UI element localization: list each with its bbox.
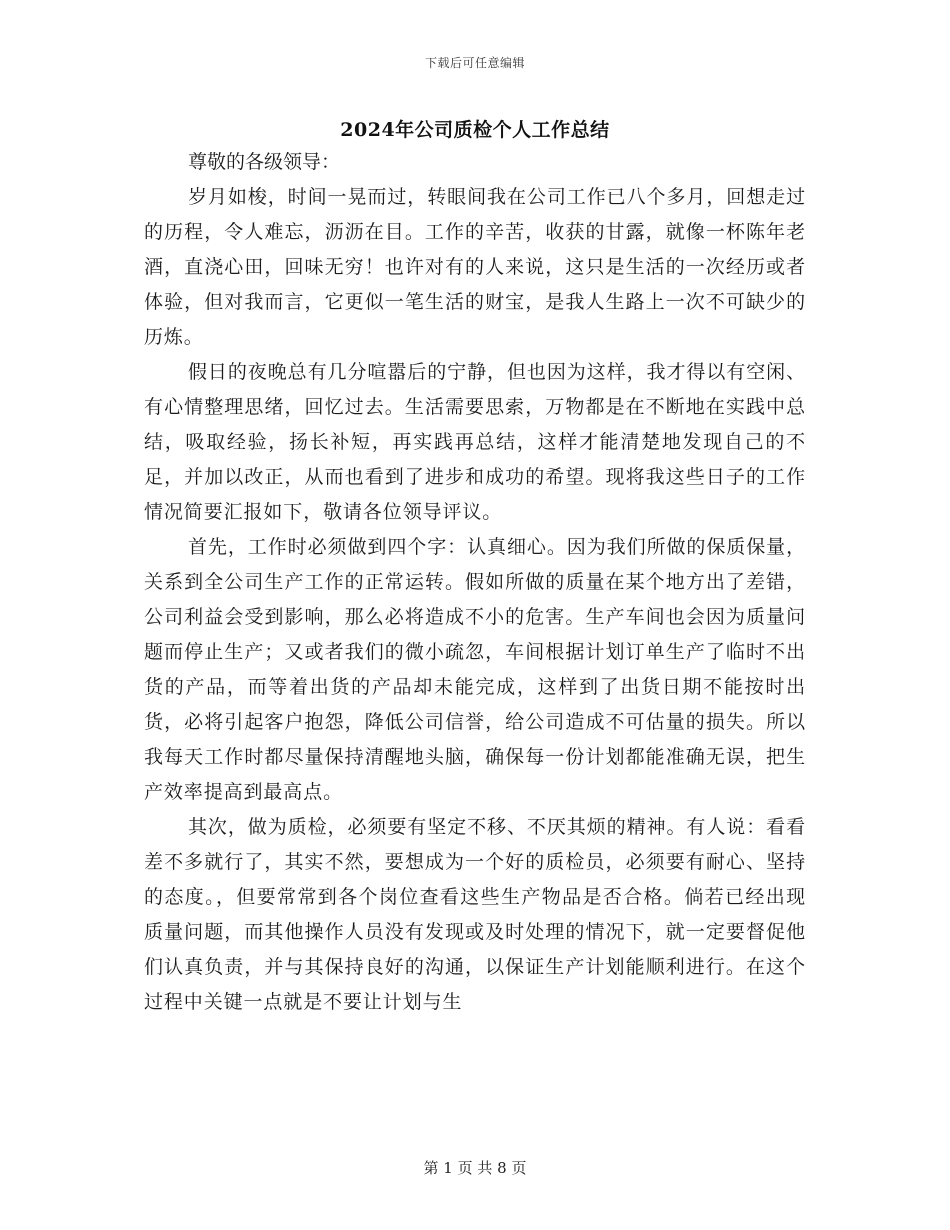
page-number-footer: 第 1 页 共 8 页 (423, 1159, 527, 1177)
document-body (144, 145, 806, 1020)
paragraph-4: 其次，做为质检，必须要有坚定不移、不厌其烦的精神。有人说：看看差不多就行了，其实不然，要想成为一个好的质检员，必须要有耐心、坚持的态度。，但要常常到各个岗位查看这些生产物品是否合格。倘若已经出现质量问题，而其他操作人员没有发现或及时处理的情况下，就一定要督促他们认真负责，并与其保持良好的沟通，以保证生产计划能顺利进行。在这个过程中关键一点就是不要让计划与生 (144, 816, 806, 1013)
paragraph-1: 岁月如梭，时间一晃而过，转眼间我在公司工作已八个多月，回想走过的历程，令人难忘，沥沥在目。工作的辛苦，收获的甘露，就像一杯陈年老酒，直浇心田，回味无穷！也许对有的人来说，这只是生活的一次经历或者体验，但对我而言，它更似一笔生活的财宝，是我人生路上一次不可缺少的历炼。 (144, 186, 806, 348)
page-header-note: 下载后可任意编辑 (424, 56, 525, 70)
paragraph-3: 首先，工作时必须做到四个字：认真细心。因为我们所做的保质保量，关系到全公司生产工作的正常运转。假如所做的质量在某个地方出了差错，公司利益会受到影响，那么必将造成不小的危害。生产车间也会因为质量问题而停止生产；又或者我们的微小疏忽，车间根据计划订单生产了临时不出货的产品，而等着出货的产品却未能完成，这样到了出货日期不能按时出货，必将引起客户抱怨，降低公司信誉，给公司造成不可估量的损失。所以我每天工作时都尽量保持清醒地头脑，确保每一份计划都能准确无误，把生产效率提高到最高点。 (144, 536, 806, 803)
salutation: 尊敬的各级领导： (188, 151, 341, 173)
document-title: 2024年公司质检个人工作总结 (340, 119, 610, 141)
paragraph-2: 假日的夜晚总有几分喧嚣后的宁静，但也因为这样，我才得以有空闲、有心情整理思绪，回忆过去。生活需要思索，万物都是在不断地在实践中总结，吸取经验，扬长补短，再实践再总结，这样才能清楚地发现自己的不足，并加以改正，从而也看到了进步和成功的希望。现将我这些日子的工作情况简要汇报如下，敬请各位领导评议。 (144, 361, 806, 523)
